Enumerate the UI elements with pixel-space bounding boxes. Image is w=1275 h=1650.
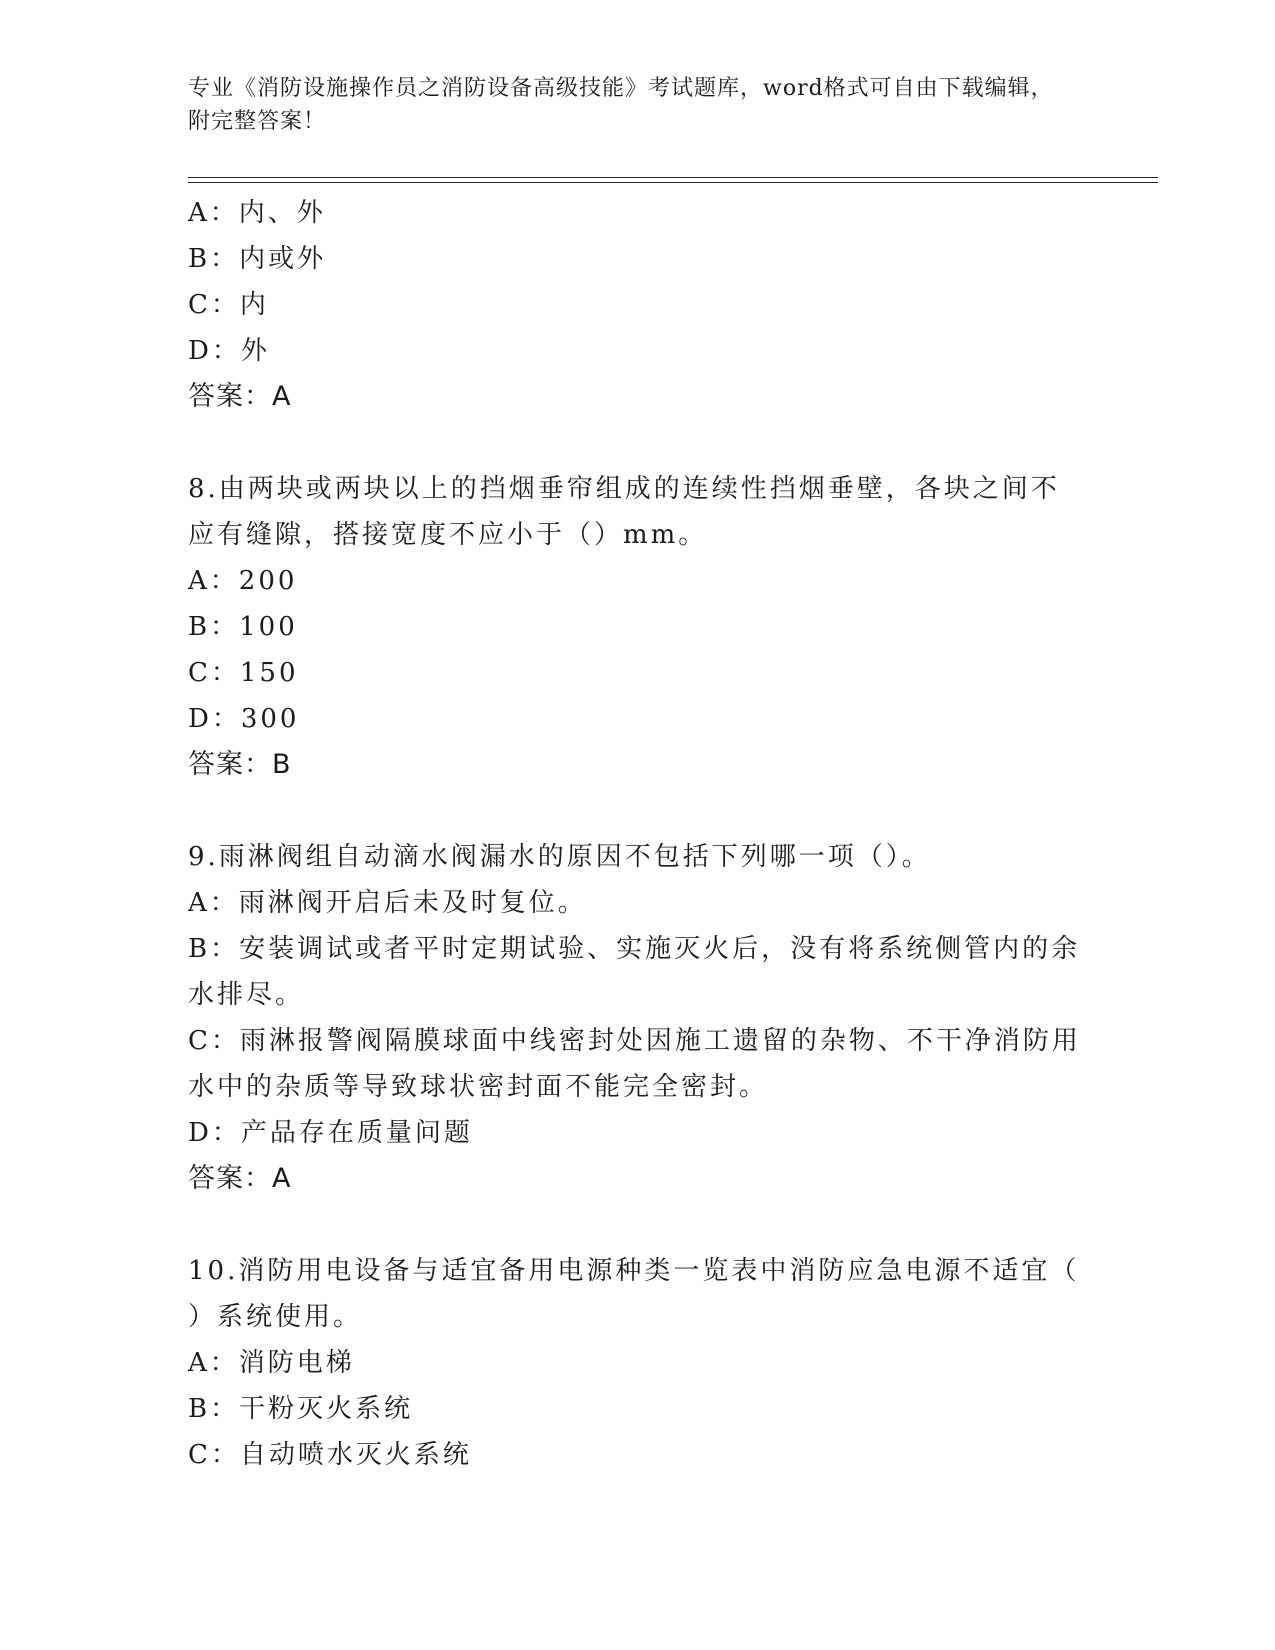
option-d: D：产品存在质量问题 bbox=[188, 1118, 473, 1148]
document-header: 专业《消防设施操作员之消防设备高级技能》考试题库，word格式可自由下载编辑，附完整答案！ bbox=[188, 76, 1054, 134]
question-stem: 10.消防用电设备与适宜备用电源种类一览表中消防应急电源不适宜（ bbox=[188, 1256, 1080, 1286]
option-b-continued: 水排尽。 bbox=[188, 980, 305, 1010]
answer: 答案：A bbox=[188, 1163, 292, 1194]
option-c-continued: 水中的杂质等导致球状密封面不能完全密封。 bbox=[188, 1072, 769, 1102]
question-stem: 9.雨淋阀组自动滴水阀漏水的原因不包括下列哪一项（）。 bbox=[188, 842, 931, 872]
option-b: B：干粉灭火系统 bbox=[188, 1394, 414, 1424]
option-a: A：消防电梯 bbox=[188, 1348, 355, 1378]
option-c: C：雨淋报警阀隔膜球面中线密封处因施工遗留的杂物、不干净消防用 bbox=[188, 1026, 1081, 1056]
header-divider-top bbox=[188, 177, 1158, 178]
answer: 答案：A bbox=[188, 381, 292, 412]
header-divider-bottom bbox=[188, 182, 1158, 183]
option-a: A：内、外 bbox=[188, 198, 326, 228]
option-b: B：100 bbox=[188, 612, 298, 642]
option-a: A：200 bbox=[188, 566, 298, 596]
option-c: C：150 bbox=[188, 658, 299, 688]
document-body bbox=[188, 190, 1088, 1478]
spacer bbox=[188, 420, 1088, 466]
option-c: C：自动喷水灭火系统 bbox=[188, 1440, 472, 1470]
answer: 答案：B bbox=[188, 749, 292, 780]
option-d: D：300 bbox=[188, 704, 300, 734]
option-b: B：内或外 bbox=[188, 244, 327, 274]
question-stem-continued: 应有缝隙，搭接宽度不应小于（）mm。 bbox=[188, 520, 708, 550]
question-7-options bbox=[188, 190, 1088, 420]
spacer bbox=[188, 1202, 1088, 1248]
spacer bbox=[188, 788, 1088, 834]
question-stem: 8.由两块或两块以上的挡烟垂帘组成的连续性挡烟垂壁，各块之间不 bbox=[188, 474, 1060, 504]
option-b: B：安装调试或者平时定期试验、实施灭火后，没有将系统侧管内的余 bbox=[188, 934, 1081, 964]
question-9 bbox=[188, 834, 1088, 1202]
question-10 bbox=[188, 1248, 1088, 1478]
option-c: C：内 bbox=[188, 290, 269, 320]
question-stem-continued: ）系统使用。 bbox=[188, 1302, 363, 1332]
question-8 bbox=[188, 466, 1088, 788]
option-a: A：雨淋阀开启后未及时复位。 bbox=[188, 888, 587, 918]
option-d: D：外 bbox=[188, 336, 270, 366]
